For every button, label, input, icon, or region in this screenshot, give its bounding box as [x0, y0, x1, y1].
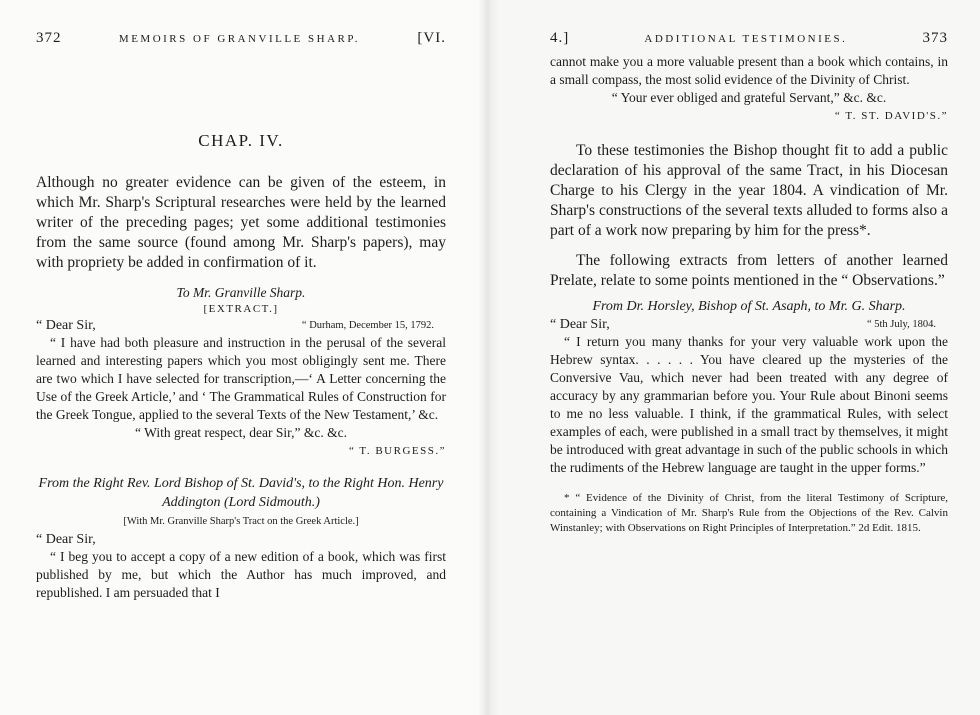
left-running-title: MEMOIRS OF GRANVILLE SHARP.	[118, 33, 360, 45]
letter1-signature: “ T. BURGESS.”	[349, 445, 446, 457]
letter2-signature: “ T. ST. DAVID'S.”	[834, 110, 948, 122]
letter3-heading: From Dr. Horsley, Bishop of St. Asaph, to Mr. G. Sharp.	[592, 299, 906, 314]
letter1-salutation: “ Dear Sir,	[36, 318, 96, 333]
intro-paragraph: Although no greater evidence can be given of the esteem, in which Mr. Sharp's Scriptural researches were held by the learned writer of the preceding pages; yet some additional testimonies from the same source (found among Mr. Sharp's papers), may with propriety be added in confirmation of it.	[36, 174, 446, 271]
left-section-mark: [VI.	[417, 30, 446, 46]
letter1-extract-label: [EXTRACT.]	[203, 303, 279, 315]
letter3-salutation: “ Dear Sir,	[550, 317, 610, 332]
letter2-salutation-row	[36, 531, 446, 548]
right-paragraph-2: The following extracts from letters of another learned Prelate, relate to some points mentioned in the “ Observations.”	[550, 252, 948, 289]
letter2-closing: “ Your ever obliged and grateful Servant,” &c. &c.	[611, 90, 887, 105]
footnote: * “ Evidence of the Divinity of Christ, from the literal Testimony of Scripture, containing a Vindication of Mr. Sharp's Rule from the Objections of the Rev. Calvin Winstanley; with Observations on Right Principles of Interpretation.” 2d Edit. 1815.	[550, 492, 948, 534]
letter1-address: To Mr. Granville Sharp.	[176, 285, 306, 300]
letter2-salutation: “ Dear Sir,	[36, 532, 96, 547]
letter1-closing: “ With great respect, dear Sir,” &c. &c.	[135, 425, 347, 440]
letter2-heading: From the Right Rev. Lord Bishop of St. David's, to the Right Hon. Henry Addington (Lord Sidmouth.)	[38, 476, 444, 510]
letter2-continuation: cannot make you a more valuable present than a book which contains, in a small compass, the most solid evidence of the Divinity of Christ.	[550, 54, 948, 87]
left-page	[0, 0, 478, 715]
left-page-number: 372	[36, 30, 62, 46]
right-page	[500, 0, 980, 715]
letter3-salutation-row	[550, 316, 948, 333]
letter1-dateline: “ Durham, December 15, 1792.	[301, 320, 434, 331]
letter3-body: “ I return you many thanks for your very valuable work upon the Hebrew syntax. . . . . . You have cleared up the mysteries of the Conversive Vau, which never had been treated with any degree of accuracy by any grammarian before you. Your Rule about Binoni seems to me no less valuable. I think, if the grammatical Rules, with select examples of each, were published in a small tract by themselves, it might be introduced with great advantage in such of the public schools in which the rudiments of the Hebrew language are taught in the upper forms.”	[550, 334, 948, 475]
letter2-body: “ I beg you to accept a copy of a new edition of a book, which was first published by me, but which the Author has much improved, and republished. I am persuaded that I	[36, 549, 446, 600]
right-page-number: 373	[922, 30, 948, 46]
book-gutter	[478, 0, 500, 715]
letter1-body: “ I have had both pleasure and instruction in the perusal of the several learned and interesting papers which you most obligingly sent me. There are two which I have selected for transcription,—‘ A Letter concerning the Use of the Greek Article,’ and ‘ The Grammatical Rules of Construction for the Greek Tongue, applied to the several Texts of the New Testament,’ &c.	[36, 335, 446, 422]
right-running-head	[550, 30, 948, 47]
right-paragraph-1: To these testimonies the Bishop thought fit to add a public declaration of his approval of the same Tract, in his Diocesan Charge to his Clergy in the year 1804. A vindication of Mr. Sharp's constructions of the several texts alluded to forms also a part of a work now preparing by him for the press*.	[550, 142, 948, 239]
letter3-dateline: “ 5th July, 1804.	[866, 319, 936, 330]
letter2-note: [With Mr. Granville Sharp's Tract on the Greek Article.]	[123, 516, 359, 527]
right-running-title: ADDITIONAL TESTIMONIES.	[644, 33, 848, 45]
letter1-salutation-row	[36, 317, 446, 334]
left-running-head	[36, 30, 446, 47]
chapter-heading: CHAP. IV.	[198, 131, 284, 150]
right-section-mark: 4.]	[550, 30, 570, 46]
